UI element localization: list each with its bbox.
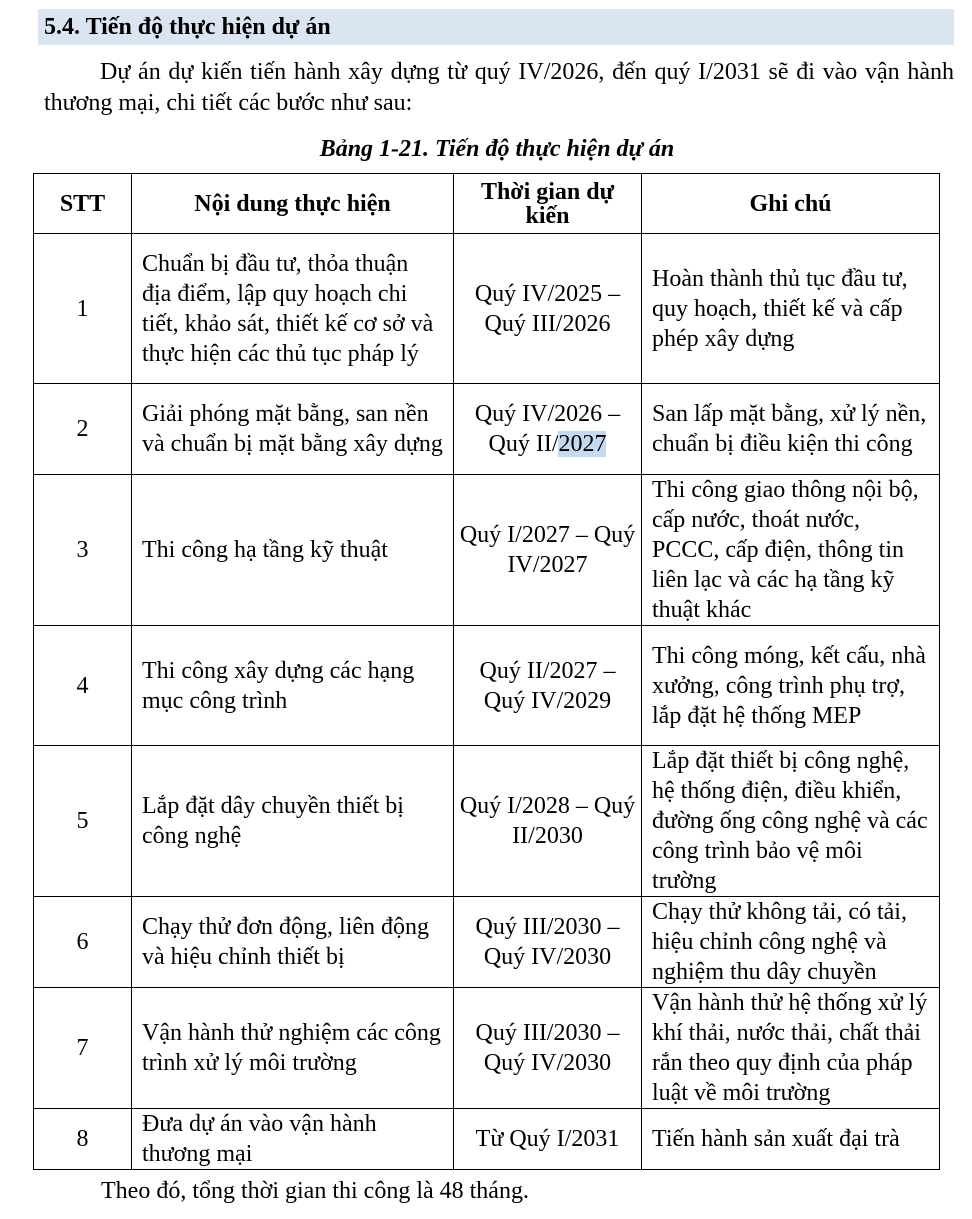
cell-content: Chạy thử đơn động, liên động và hiệu chỉnh thiết bị: [132, 897, 454, 988]
cell-stt: 7: [34, 988, 132, 1109]
cell-content: Lắp đặt dây chuyền thiết bị công nghệ: [132, 746, 454, 897]
cell-content: Chuẩn bị đầu tư, thỏa thuận địa điểm, lập quy hoạch chi tiết, khảo sát, thiết kế cơ sở và thực hiện các thủ tục pháp lý: [132, 234, 454, 384]
cell-time-text: Quý IV/2026 – Quý II/: [474, 401, 621, 457]
cell-note: Thi công móng, kết cấu, nhà xưởng, công trình phụ trợ, lắp đặt hệ thống MEP: [642, 626, 940, 746]
cell-stt: 5: [34, 746, 132, 897]
cell-time: Từ Quý I/2031: [454, 1109, 642, 1170]
cell-content: Vận hành thử nghiệm các công trình xử lý môi trường: [132, 988, 454, 1109]
intro-paragraph-text: Dự án dự kiến tiến hành xây dựng từ quý IV/2026, đến quý I/2031 sẽ đi vào vận hành thương mại, chi tiết các bước như sau:: [44, 59, 954, 116]
header-content: Nội dung thực hiện: [132, 174, 454, 234]
cell-time: Quý I/2028 – Quý II/2030: [454, 746, 642, 897]
table-row: [34, 234, 940, 384]
cell-note: Hoàn thành thủ tục đầu tư, quy hoạch, thiết kế và cấp phép xây dựng: [642, 234, 940, 384]
table-caption: Bảng 1-21. Tiến độ thực hiện dự án: [319, 136, 675, 162]
table-row: [34, 988, 940, 1109]
table-row: [34, 746, 940, 897]
cell-stt: 2: [34, 384, 132, 475]
cell-content: Đưa dự án vào vận hành thương mại: [132, 1109, 454, 1170]
cell-note: Chạy thử không tải, có tải, hiệu chỉnh công nghệ và nghiệm thu dây chuyền: [642, 897, 940, 988]
cell-stt: 4: [34, 626, 132, 746]
cell-stt: 8: [34, 1109, 132, 1170]
cell-content: Thi công xây dựng các hạng mục công trình: [132, 626, 454, 746]
conclusion-text: Theo đó, tổng thời gian thi công là 48 tháng.: [101, 1178, 529, 1204]
cell-content: Thi công hạ tầng kỹ thuật: [132, 475, 454, 626]
cell-time: Quý II/2027 – Quý IV/2029: [454, 626, 642, 746]
cell-stt: 3: [34, 475, 132, 626]
cell-stt: 1: [34, 234, 132, 384]
cell-content: Giải phóng mặt bằng, san nền và chuẩn bị mặt bằng xây dựng: [132, 384, 454, 475]
cell-note: Vận hành thử hệ thống xử lý khí thải, nước thải, chất thải rắn theo quy định của pháp luật về môi trường: [642, 988, 940, 1109]
cell-note: Tiến hành sản xuất đại trà: [642, 1109, 940, 1170]
cell-note: San lấp mặt bằng, xử lý nền, chuẩn bị điều kiện thi công: [642, 384, 940, 475]
cell-note: Lắp đặt thiết bị công nghệ, hệ thống điện, điều khiển, đường ống công nghệ và các công trình bảo vệ môi trường: [642, 746, 940, 897]
selected-text-highlight[interactable]: 2027: [558, 431, 607, 457]
table-row: [34, 475, 940, 626]
header-stt: STT: [34, 174, 132, 234]
section-heading: 5.4. Tiến độ thực hiện dự án: [38, 9, 954, 45]
table-row: [34, 1109, 940, 1170]
cell-time: [454, 384, 642, 475]
cell-time: Quý IV/2025 – Quý III/2026: [454, 234, 642, 384]
table-row: [34, 626, 940, 746]
header-time: Thời gian dự kiến: [454, 174, 642, 234]
cell-time: Quý III/2030 – Quý IV/2030: [454, 897, 642, 988]
cell-note: Thi công giao thông nội bộ, cấp nước, thoát nước, PCCC, cấp điện, thông tin liên lạc và các hạ tầng kỹ thuật khác: [642, 475, 940, 626]
cell-time: Quý I/2027 – Quý IV/2027: [454, 475, 642, 626]
table-row: [34, 897, 940, 988]
cell-stt: 6: [34, 897, 132, 988]
schedule-table: [33, 173, 940, 1170]
intro-paragraph: [44, 57, 954, 119]
header-note: Ghi chú: [642, 174, 940, 234]
table-header-row: [34, 174, 940, 234]
cell-time: Quý III/2030 – Quý IV/2030: [454, 988, 642, 1109]
table-row: [34, 384, 940, 475]
